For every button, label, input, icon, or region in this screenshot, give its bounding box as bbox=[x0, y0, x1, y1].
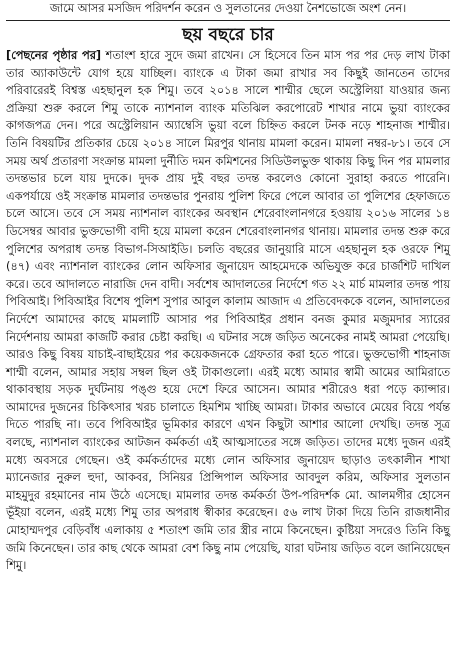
paragraph-text: শতাংশ হারে সুদে জমা রাখেন। সে হিসেবে তিন মাস পর পর দেড় লাখ টাকা তার অ্যাকাউন্টে যোগ হয়ে যাচ্ছিল। ব্যাংকে এ টাকা জমা রাখার সব কিছুই জানতেন তাদের পরিবারেরই বিশ্বস্ত এহছানুল হক শিমু। তবে ২০১৪ সালে শাম্মীর ছেলে অস্ট্রেলিয়া যাওয়ার জন্য প্রক্রিয়া শুরু করলে শিমু তাকে ন্যাশনাল ব্যাংক মতিঝিল করপোরেট শাখার নামে ভুয়া ব্যাংকের কাগজপত্র দেন। পরে অস্ট্রেলিয়ান অ্যাম্বেসি ভুয়া বলে চিহ্নিত করলে টনক নড়ে শাহনাজ শাম্মীর। তিনি বিষয়টির প্রতিকার চেয়ে ২০১৪ সালে মিরপুর থানায় মামলা করেন। মামলা নম্বর-৮১। তবে সে সময় অর্থ প্রতারণা সংক্রান্ত মামলা দুর্নীতি দমন কমিশনের সিডিউলভুক্ত থাকায় কিছু দিন পর মামলার তদন্তভার চলে যায় দুদকে। দুদক প্রায় দুই বছর তদন্ত করলেও কোনো সুরাহা করতে পারেনি। একপর্যায়ে ওই সংক্রান্ত মামলার তদন্তভার পুনরায় পুলিশ ফিরে পেলে আবার তা পুলিশের হেফাজতে চলে আসে। তবে সে সময় ন্যাশনাল ব্যাংকের অবস্থান শেরেবাংলানগরে হওয়ায় ২০১৬ সালের ১৪ ডিসেম্বর আবার ভুক্তভোগী বাদী হয়ে মামলা করেন শেরেবাংলানগর থানায়। মামলার তদন্ত শুরু করে পুলিশের অপরাধ তদন্ত বিভাগ-সিআইডি। চলতি বছরের জানুয়ারি মাসে এহছানুল হক ওরফে শিমু (৪৭) এবং ন্যাশনাল ব্যাংকের লোন অফিসার জুনায়েদ আহমেদকে অভিযুক্ত করে চার্জশিট দাখিল করে। তবে আদালতে নারাজি দেন বাদী। সর্বশেষ আদালতের নির্দেশে গত ২২ মার্চ মামলার তদন্ত পায় পিবিআই। পিবিআইর বিশেষ পুলিশ সুপার আবুল কালাম আজাদ এ প্রতিবেদককে বলেন, আদালতের নির্দেশে আমাদের কাছে মামলাটি আসার পর পিবিআইর প্রধান বনজ কুমার মজুমদার স্যারের নির্দেশনায় আমরা কাজটি করার চেষ্টা করছি। এ ঘটনার সঙ্গে জড়িত অনেকের নামই আমরা পেয়েছি। আরও কিছু বিষয় যাচাই-বাছাইয়ের পর কয়েকজনকে গ্রেফতার করা হতে পারে। ভুক্তভোগী শাহনাজ শাম্মী বলেন, আমার সহায় সম্বল ছিল ওই টাকাগুলো। এরই মধ্যে আমার স্বামী আমের আমিরাতে থাকাবস্থায় সড়ক দুর্ঘটনায় পঙ্গু হয়ে দেশে ফিরে আসেন। আমার শরীরেও ধরা পড়ে ক্যান্সার। আমাদের দুজনের চিকিৎসার খরচ চালাতে হিমশিম খাচ্ছি আমরা। টাকার অভাবে মেয়ের বিয়ে পর্যন্ত দিতে পারছি না। তবে পিবিআইর ভূমিকার কারণে এখন কিছুটা আশার আলো দেখছি। তদন্ত সূত্র বলছে, ন্যাশনাল ব্যাংকের আটজন কর্মকর্তা এই আত্মসাতের সঙ্গে জড়িত। তাদের মধ্যে দুজন এরই মধ্যে অবসরে গেছেন। ওই কর্মকর্তাদের মধ্যে লোন অফিসার জুনায়েদ ছাড়াও তৎকালীন শাখা ম্যানেজার নুরুল হুদা, আকবর, সিনিয়র প্রিন্সিপাল অফিসার আবদুল করিম, অফিসার সুলতান মাহমুদুর রহমানের নাম উঠে এসেছে। মামলার তদন্ত কর্মকর্তা উপ-পরিদর্শক মো. আলমগীর হোসেন ভূঁইয়া বলেন, এরই মধ্যে শিমু তার অপরাধ স্বীকার করেছেন। ৫৬ লাখ টাকা দিয়ে তিনি রাজধানীর মোহাম্মদপুর বেড়িবাঁধ এলাকায় ৫ শতাংশ জমি তার স্ত্রীর নামে কিনেছেন। কুষ্টিয়া সদরেও তিনি কিছু জমি কিনেছেন। তার কাছ থেকে আমরা বেশ কিছু নাম পেয়েছি, যারা ঘটনায় জড়িত বলে জানিয়েছেন শিমু। bbox=[6, 49, 451, 573]
article-body bbox=[6, 47, 450, 575]
previous-article-tail: জামে আসর মসজিদ পরিদর্শন করেন ও সুলতানের দেওয়া নৈশভোজে অংশ নেন। bbox=[6, 0, 450, 21]
continuation-marker: [পেছনের পৃষ্ঠার পর] bbox=[6, 49, 102, 62]
article-paragraph bbox=[6, 47, 450, 575]
headline: ছয় বছরে চার bbox=[182, 25, 274, 45]
